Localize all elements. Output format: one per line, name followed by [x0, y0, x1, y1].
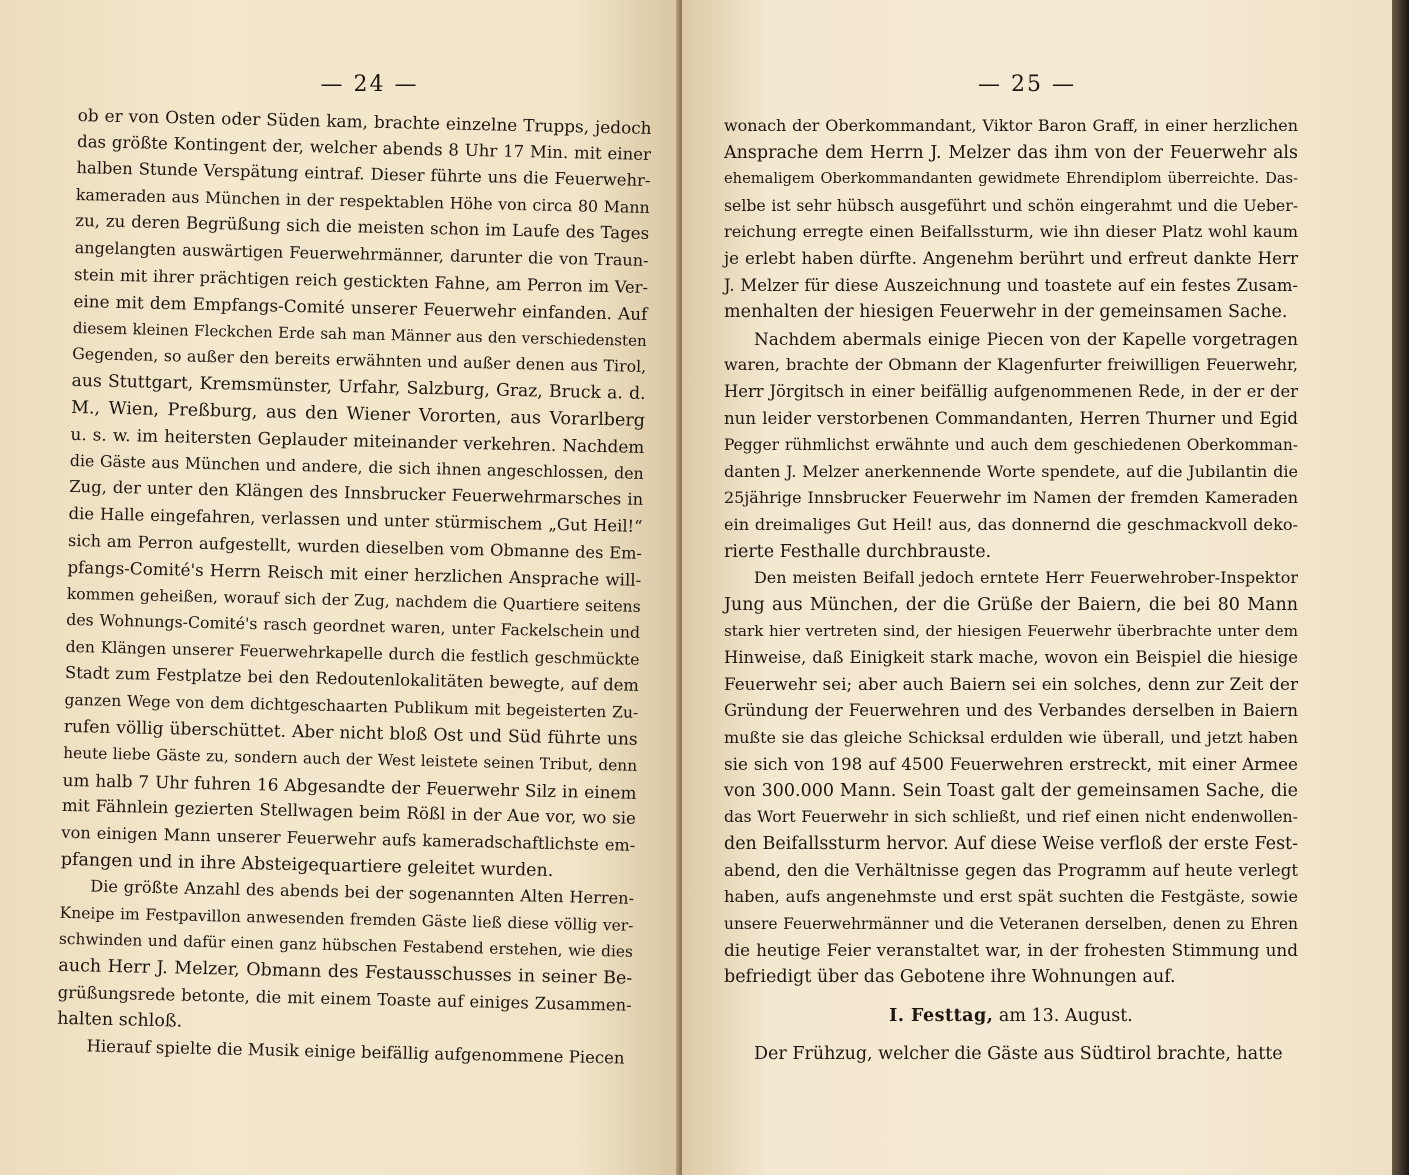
text-line: von einigen Mann unserer Feuerwehr aufs kameradschaftlichste em- [61, 822, 636, 855]
text-line: ein dreimaliges Gut Heil! aus, das donnernd die geschmackvoll deko- [724, 514, 1298, 534]
text-line: mit Fähnlein gezierten Stellwagen beim Rößl in der Aue vor, wo sie [61, 796, 637, 829]
book-edge [1392, 0, 1409, 1175]
text-line: stein mit ihrer prächtigen reich gestickten Fahne, am Perron im Ver- [73, 264, 649, 297]
text-line: stark hier vertreten sind, der hiesigen Feuerwehr überbrachte unter dem [724, 622, 1298, 641]
text-line: Gründung der Feuerwehren und des Verbandes derselben in Baiern [724, 701, 1298, 721]
text-line: Pegger rühmlichst erwähnte und auch dem geschiedenen Oberkomman- [724, 436, 1298, 455]
text-line: die heutige Feier veranstaltet war, in der frohesten Stimmung und [724, 940, 1298, 961]
text-line: schwinden und dafür einen ganz hübschen Festabend erstehen, wie dies [58, 930, 634, 962]
text-line: ob er von Osten oder Süden kam, brachte einzelne Trupps, jedoch [77, 104, 652, 139]
text-line: Zug, der unter den Klängen des Innsbrucker Feuerwehrmarsches in [69, 477, 644, 510]
text-line: aus Stuttgart, Kremsmünster, Urfahr, Salzburg, Graz, Bruck a. d. [71, 370, 646, 404]
text-line: halten schloß. [56, 1008, 183, 1032]
text-line: Stadt zum Festplatze bei den Redoutenlokalitäten bewegte, auf dem [64, 663, 640, 696]
text-line: selbe ist sehr hübsch ausgeführt und schön eingerahmt und die Ueber- [724, 195, 1298, 215]
text-line: Hinweise, daß Einigkeit stark mache, wovon ein Beispiel die hiesige [724, 647, 1298, 667]
text-line: eine mit dem Empfangs-Comité unserer Feuerwehr einfanden. Auf [73, 291, 648, 325]
text-line: die Gäste aus München und andere, die sich ihnen angeschlossen, den [69, 450, 644, 483]
text-line: rufen völlig überschüttet. Aber nicht bloß Ost und Süd führte uns [63, 716, 638, 750]
text-line: Jung aus München, der die Grüße der Baiern, die bei 80 Mann [724, 594, 1298, 615]
text-line: Den meisten Beifall jedoch erntete Herr Feuerwehrober-Inspektor [754, 568, 1298, 588]
text-line: reichung erregte einen Beifallssturm, wie ihn dieser Platz wohl kaum [724, 222, 1298, 242]
text-line: kameraden aus München in der respektablen Höhe von circa 80 Mann [75, 184, 650, 217]
text-line: Hierauf spielte die Musik einige beifällig aufgenommene Piecen [86, 1036, 625, 1068]
left-page [0, 0, 680, 1175]
text-line: angelangten auswärtigen Feuerwehrmänner, darunter die von Traun- [74, 237, 649, 270]
text-line: Ansprache dem Herrn J. Melzer das ihm von der Feuerwehr als [724, 142, 1298, 163]
text-line: Kneipe im Festpavillon anwesenden fremden Gäste ließ diese völlig ver- [59, 903, 634, 935]
text-line: die Halle eingefahren, verlassen und unter stürmischem „Gut Heil!“ [68, 503, 643, 536]
text-line: je erlebt haben dürfte. Angenehm berührt und erfreut dankte Herr [724, 248, 1298, 268]
text-line: mußte sie das gleiche Schicksal erdulden wie überall, und jetzt haben [724, 727, 1298, 747]
text-line: 25jährige Innsbrucker Feuerwehr im Namen der fremden Kameraden [724, 488, 1298, 508]
text-line: pfangen und in ihre Absteigequartiere geleitet wurden. [60, 849, 554, 881]
text-line: nun leider verstorbenen Commandanten, Herren Thurner und Egid [724, 408, 1298, 428]
text-line: haben, aufs angenehmste und erst spät suchten die Festgäste, sowie [724, 887, 1298, 907]
text-line: halben Stunde Verspätung eintraf. Dieser führte uns die Feuerwehr- [76, 158, 651, 191]
text-line: kommen geheißen, worauf sich der Zug, nachdem die Quartiere seitens [66, 584, 641, 616]
text-line: waren, brachte der Obmann der Klagenfurter freiwilligen Feuerwehr, [724, 355, 1298, 375]
text-line: abend, den die Verhältnisse gegen das Programm auf heute verlegt [724, 860, 1298, 880]
text-line: den Klängen unserer Feuerwehrkapelle durch die festlich geschmückte [65, 636, 640, 669]
right-page-text [724, 113, 1298, 1068]
text-line: von 300.000 Mann. Sein Toast galt der gemeinsamen Sache, die [724, 780, 1298, 801]
text-line: u. s. w. im heitersten Geplauder miteinander verkehren. Nachdem [70, 424, 645, 458]
text-line: grüßungsrede betonte, die mit einem Toaste auf einiges Zusammen- [57, 982, 632, 1015]
text-line: des Wohnungs-Comité's rasch geordnet waren, unter Fackelschein und [66, 610, 641, 643]
section-heading [724, 1003, 1298, 1030]
text-line: Der Frühzug, welcher die Gäste aus Südtirol brachte, hatte [754, 1044, 1283, 1065]
text-line: wonach der Oberkommandant, Viktor Baron Graff, in einer herzlichen [724, 116, 1298, 135]
text-line: Gegenden, so außer den bereits erwähnten und außer denen aus Tirol, [72, 344, 647, 377]
text-line: Die größte Anzahl des abends bei der sogenannten Alten Herren- [89, 876, 635, 909]
text-line: befriedigt über das Gebotene ihre Wohnungen auf. [724, 967, 1176, 987]
page-number-24: — 24 — [320, 72, 419, 97]
text-line: diesem kleinen Fleckchen Erde sah man Männer aus den verschiedensten [72, 318, 647, 350]
text-line: sich am Perron aufgestellt, wurden dieselben vom Obmanne des Em- [67, 530, 643, 563]
text-line: Feuerwehr sei; aber auch Baiern sei ein solches, denn zur Zeit der [724, 674, 1298, 695]
right-page-paragraphs [724, 113, 1298, 991]
text-line: menhalten der hiesigen Feuerwehr in der gemeinsamen Sache. [724, 302, 1288, 323]
page-number-25: — 25 — [978, 72, 1076, 97]
text-line: zu, zu deren Begrüßung sich die meisten schon im Laufe des Tages [75, 211, 650, 244]
text-line: unsere Feuerwehrmänner und die Veteranen derselben, denen zu Ehren [724, 914, 1298, 933]
text-line: danten J. Melzer anerkennende Worte spendete, auf die Jubilantin die [724, 461, 1298, 481]
text-line: Nachdem abermals einige Piecen von der Kapelle vorgetragen [754, 328, 1298, 349]
right-page [682, 0, 1392, 1175]
text-line: das größte Kontingent der, welcher abends 8 Uhr 17 Min. mit einer [76, 131, 652, 164]
text-line: J. Melzer für diese Auszeichnung und toastete auf ein festes Zusam- [724, 275, 1298, 295]
text-line: Herr Jörgitsch in einer beifällig aufgenommenen Rede, in der er der [724, 381, 1298, 401]
text-line: auch Herr J. Melzer, Obmann des Festausschusses in seiner Be- [58, 955, 633, 989]
text-line: heute liebe Gäste zu, sondern auch der West leistete seinen Tribut, denn [63, 744, 638, 776]
text-line: sie sich von 198 auf 4500 Feuerwehren erstreckt, mit einer Armee [724, 754, 1298, 775]
text-line: M., Wien, Preßburg, aus den Wiener Vororten, aus Vorarlberg [70, 397, 646, 431]
text-line: ganzen Wege von dem dichtgeschaarten Publikum mit begeisterten Zu- [64, 689, 639, 722]
left-page-text [56, 102, 652, 1072]
section-heading-date: am 13. August. [993, 1005, 1133, 1026]
section-heading-bold: I. Festtag, [889, 1005, 994, 1026]
text-line: rierte Festhalle durchbrauste. [724, 541, 992, 562]
text-line: das Wort Feuerwehr in sich schließt, und rief einen nicht endenwollen- [724, 807, 1298, 827]
text-line: um halb 7 Uhr fuhren 16 Abgesandte der Feuerwehr Silz in einem [62, 769, 637, 803]
text-line: pfangs-Comité's Herrn Reisch mit einer herzlichen Ansprache will- [67, 556, 642, 590]
text-line: ehemaligem Oberkommandanten gewidmete Ehrendiplom überreichte. Das- [724, 170, 1298, 188]
text-line: den Beifallssturm hervor. Auf diese Weise verfloß der erste Fest- [724, 834, 1298, 855]
